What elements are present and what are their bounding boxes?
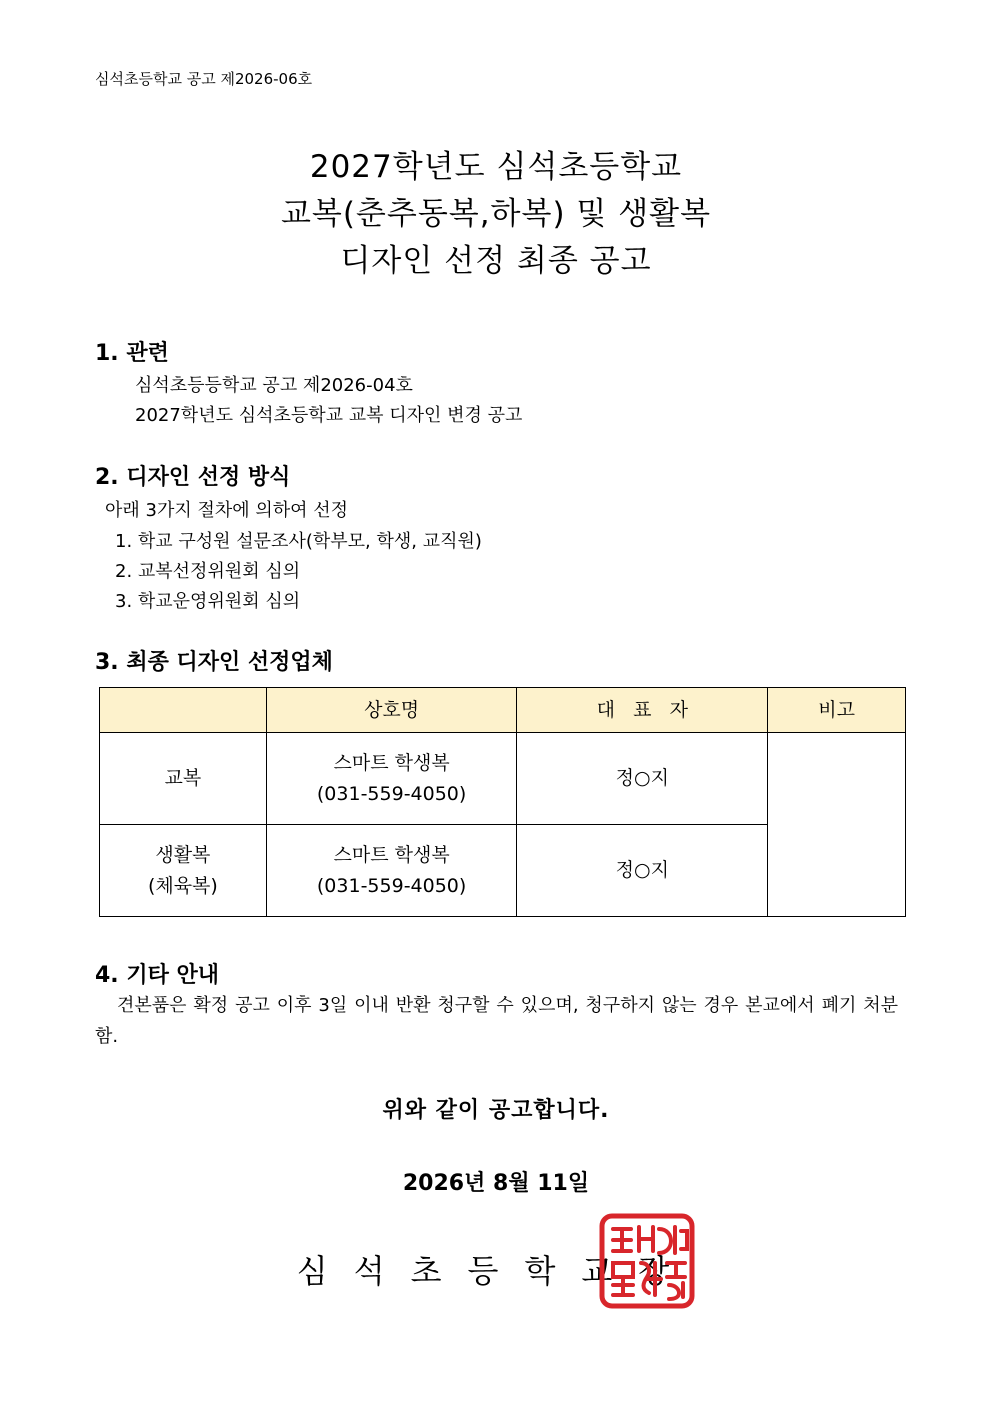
closing-statement: 위와 같이 공고합니다. [382, 1098, 610, 1123]
principal-name: 심석초등학교장 [296, 1252, 696, 1290]
section-3-heading: 3. 최종 디자인 선정업체 [95, 650, 333, 675]
table-header-company: 상호명 [266, 688, 517, 733]
company-cell [266, 825, 517, 917]
table-header-representative: 대 표 자 [517, 688, 768, 733]
remarks-cell [768, 733, 906, 917]
company-name: 스마트 학생복 [333, 843, 450, 866]
table-header-remarks: 비고 [768, 688, 906, 733]
section-1-item: 심석초등등학교 공고 제2026-04호 [135, 375, 413, 396]
company-cell [266, 733, 517, 825]
company-phone: (031-559-4050) [316, 874, 467, 897]
table-header-cell [100, 688, 267, 733]
vendor-table [99, 687, 906, 917]
category-label: 교복 [164, 767, 202, 789]
title-line-1: 2027학년도 심석초등학교 [309, 149, 683, 185]
category-sub-label: (체육복) [147, 874, 218, 897]
category-label: 생활복 [155, 843, 211, 866]
section-2-intro: 아래 3가지 절차에 의하여 선정 [105, 500, 348, 521]
section-2-step: 2. 교복선정위원회 심의 [115, 561, 301, 582]
section-1-heading: 1. 관련 [95, 341, 169, 366]
category-cell [100, 825, 267, 917]
table-header-row [100, 688, 906, 733]
official-seal-icon [599, 1213, 695, 1309]
section-4-body: 견본품은 확정 공고 이후 3일 이내 반환 청구할 수 있으며, 청구하지 않는 경우 본교에서 폐기 처분함. [95, 995, 898, 1047]
section-2-step: 3. 학교운영위원회 심의 [115, 591, 301, 612]
company-phone: (031-559-4050) [316, 782, 467, 805]
title-line-2: 교복(춘추동복,하복) 및 생활복 [280, 196, 712, 232]
section-4-heading: 4. 기타 안내 [95, 963, 219, 988]
company-name: 스마트 학생복 [333, 751, 450, 774]
section-2-heading: 2. 디자인 선정 방식 [95, 465, 291, 490]
representative-cell: 정○지 [517, 825, 768, 917]
document-number: 심석초등학교 공고 제2026-06호 [95, 70, 313, 88]
category-cell [100, 733, 267, 825]
representative-cell: 정○지 [517, 733, 768, 825]
notice-date: 2026년 8월 11일 [402, 1171, 590, 1196]
section-1-item: 2027학년도 심석초등학교 교복 디자인 변경 공고 [135, 405, 523, 426]
section-2-step: 1. 학교 구성원 설문조사(학부모, 학생, 교직원) [115, 531, 482, 552]
title-line-3: 디자인 선정 최종 공고 [340, 243, 652, 279]
table-row [100, 733, 906, 825]
